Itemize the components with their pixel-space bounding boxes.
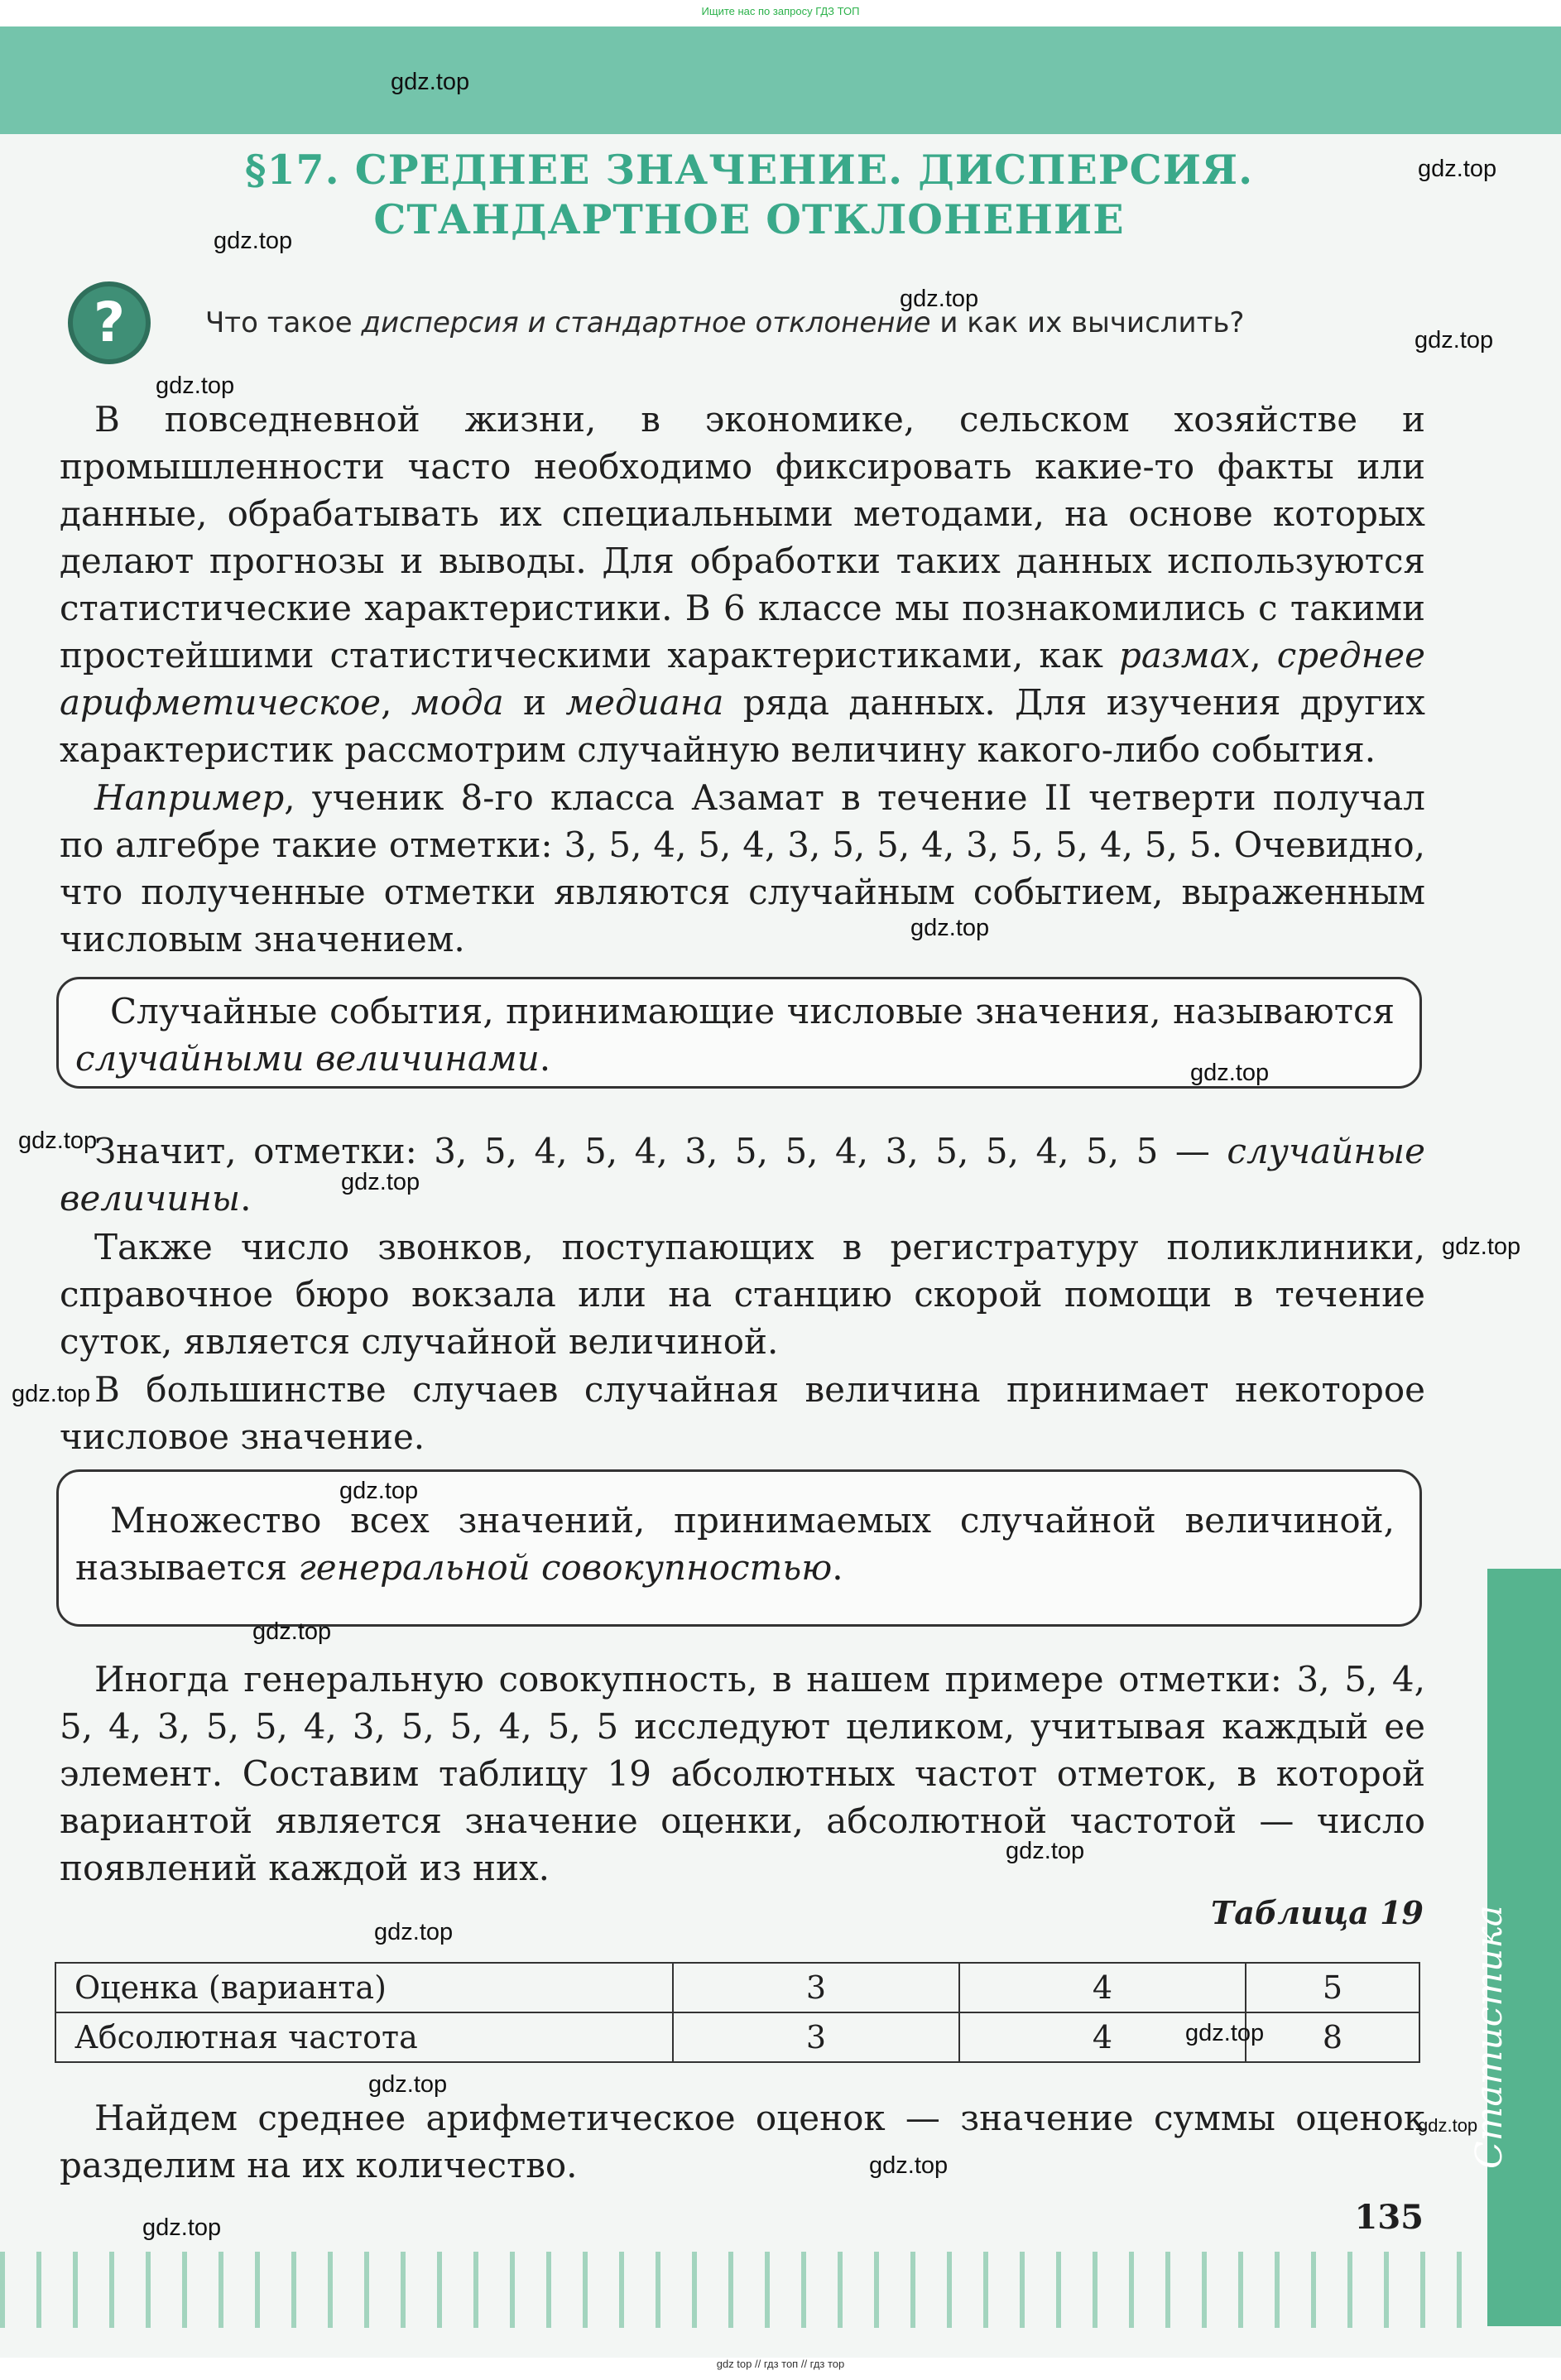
- table-cell: 5: [1246, 1963, 1419, 2012]
- paragraph-conclusion: [60, 1127, 1425, 1222]
- intro-text: В повседневной жизни, в экономике, сельском хозяйстве и промышленности часто необходимо фиксировать какие-то факты или данные, обрабатывать их специальными методами, на основе которых делают прогнозы и выводы. Для обработки таких данных используются статистические характеристики. В 6 классе мы познакомились с такими простейшими статистическими характеристиками, как: [60, 399, 1425, 676]
- intro-text-end: ряда данных. Для изучения других характеристик рассмотрим случайную величину какого-либо события.: [60, 682, 1425, 770]
- paragraph-table-intro: [60, 1656, 1425, 1892]
- definition-1-text: Случайные события, принимающие числовые значения, называются: [110, 991, 1395, 1031]
- table-intro-text: Иногда генеральную совокупность, в нашем примере отметки: 3, 5, 4, 5, 4, 3, 5, 5, 4, 3, 5, 5, 4, 5, 5 исследуют целиком, учитывая каждый ее элемент. Составим таблицу 19 абсолютных частот отметок, в которой вариантой является значение оценки, абсолютной частотой — число появлений каждой из них.: [60, 1659, 1425, 1888]
- watermark: gdz.top: [1415, 327, 1494, 353]
- watermark: gdz.top: [156, 373, 235, 399]
- watermark: gdz.top: [1418, 2115, 1478, 2136]
- table-cell: 4: [959, 2012, 1246, 2062]
- watermark: gdz.top: [1418, 156, 1497, 182]
- definition-population: [75, 1497, 1395, 1591]
- table-row-label: Абсолютная частота: [55, 2012, 673, 2062]
- watermark: gdz.top: [910, 915, 990, 941]
- watermark: gdz.top: [1190, 1060, 1270, 1086]
- example-emphasis: Например: [94, 777, 285, 818]
- watermark: gdz.top: [1006, 1838, 1085, 1864]
- watermark: gdz.top: [391, 69, 470, 95]
- table-row: [55, 1963, 1419, 2012]
- mean-text: Найдем среднее арифметическое оценок — значение суммы оценок разделим на их количество.: [60, 2098, 1425, 2185]
- term-median: медиана: [565, 682, 724, 723]
- watermark: gdz.top: [1442, 1233, 1521, 1260]
- table-row-label: Оценка (варианта): [55, 1963, 673, 2012]
- watermark: gdz.top: [900, 286, 979, 312]
- decorative-ruler: [0, 2252, 1465, 2328]
- conclusion-end: .: [240, 1178, 252, 1219]
- paragraph-intro: [60, 396, 1425, 773]
- header-band: [0, 26, 1561, 134]
- question-mark-icon: ?: [68, 281, 151, 364]
- intro-sep-1: ,: [1250, 635, 1277, 676]
- table-caption: Таблица 19: [1210, 1894, 1424, 1931]
- section-question: [205, 306, 1405, 339]
- paragraph-mean: [60, 2094, 1425, 2189]
- table-cell: 4: [959, 1963, 1246, 2012]
- watermark: gdz.top: [18, 1127, 98, 1154]
- definition-1-end: .: [539, 1038, 551, 1079]
- definition-2-end: .: [832, 1547, 843, 1588]
- intro-sep-2: ,: [381, 682, 411, 723]
- watermark: gdz.top: [12, 1381, 91, 1407]
- definition-box-population: [56, 1469, 1422, 1627]
- watermark: gdz.top: [368, 2071, 448, 2098]
- watermark: gdz.top: [869, 2152, 949, 2179]
- watermark: gdz.top: [1185, 2020, 1265, 2046]
- term-mode: мода: [411, 682, 504, 723]
- header-note: Ищите нас по запросу ГДЗ ТОП: [701, 5, 860, 17]
- watermark: gdz.top: [214, 228, 293, 254]
- watermark: gdz.top: [341, 1169, 420, 1195]
- conclusion-text: Значит, отметки: 3, 5, 4, 5, 4, 3, 5, 5, 4, 3, 5, 5, 4, 5, 5 —: [94, 1131, 1227, 1171]
- table-cell: 3: [673, 1963, 959, 2012]
- example-text: , ученик 8-го класса Азамат в течение II четверти получал по алгебре такие отметки: 3, 5, 4, 5, 4, 3, 5, 5, 4, 3, 5, 5, 4, 5, 5. Очевидно, что полученные отметки являются случайным событием, выраженным числовым значением.: [60, 777, 1425, 959]
- question-emphasis: дисперсия и стандартное отклонение: [361, 306, 931, 339]
- definition-1-term: случайными величинами: [75, 1038, 540, 1079]
- watermark: gdz.top: [339, 1478, 419, 1504]
- table-cell: 8: [1246, 2012, 1419, 2062]
- watermark: gdz.top: [252, 1618, 332, 1645]
- watermark: gdz.top: [142, 2214, 222, 2241]
- page-number: 135: [1354, 2198, 1424, 2237]
- watermark: gdz.top: [374, 1919, 454, 1945]
- definition-2-text: Множество всех значений, принимаемых случайной величиной, называется: [75, 1500, 1395, 1588]
- frequency-table: [55, 1962, 1420, 2063]
- conclusion-term: случайные величины: [60, 1131, 1425, 1219]
- paragraph-calls: [60, 1224, 1425, 1365]
- footer-note: gdz top // гдз топ // гдз тор: [0, 2358, 1561, 2380]
- intro-sep-3: и: [503, 682, 566, 723]
- side-tab-label: Статистика: [1468, 1905, 1511, 2169]
- definition-2-term: генеральной совокупностью: [298, 1547, 833, 1588]
- numeric-value-text: В большинстве случаев случайная величина принимает некоторое числовое значение.: [60, 1369, 1425, 1457]
- calls-text: Также число звонков, поступающих в регистратуру поликлиники, справочное бюро вокзала или на станцию скорой помощи в течение суток, является случайной величиной.: [60, 1227, 1425, 1362]
- page-title: §17. СРЕДНЕЕ ЗНАЧЕНИЕ. ДИСПЕРСИЯ. СТАНДАРТНОЕ ОТКЛОНЕНИЕ: [244, 146, 1254, 243]
- question-text-start: Что такое: [205, 306, 362, 339]
- table-cell: 3: [673, 2012, 959, 2062]
- paragraph-example: [60, 774, 1425, 963]
- term-range: размах: [1118, 635, 1251, 676]
- paragraph-numeric-value: [60, 1366, 1425, 1460]
- term-mean: среднее арифметическое: [60, 635, 1426, 723]
- question-text-end: и как их вычислить?: [930, 306, 1245, 339]
